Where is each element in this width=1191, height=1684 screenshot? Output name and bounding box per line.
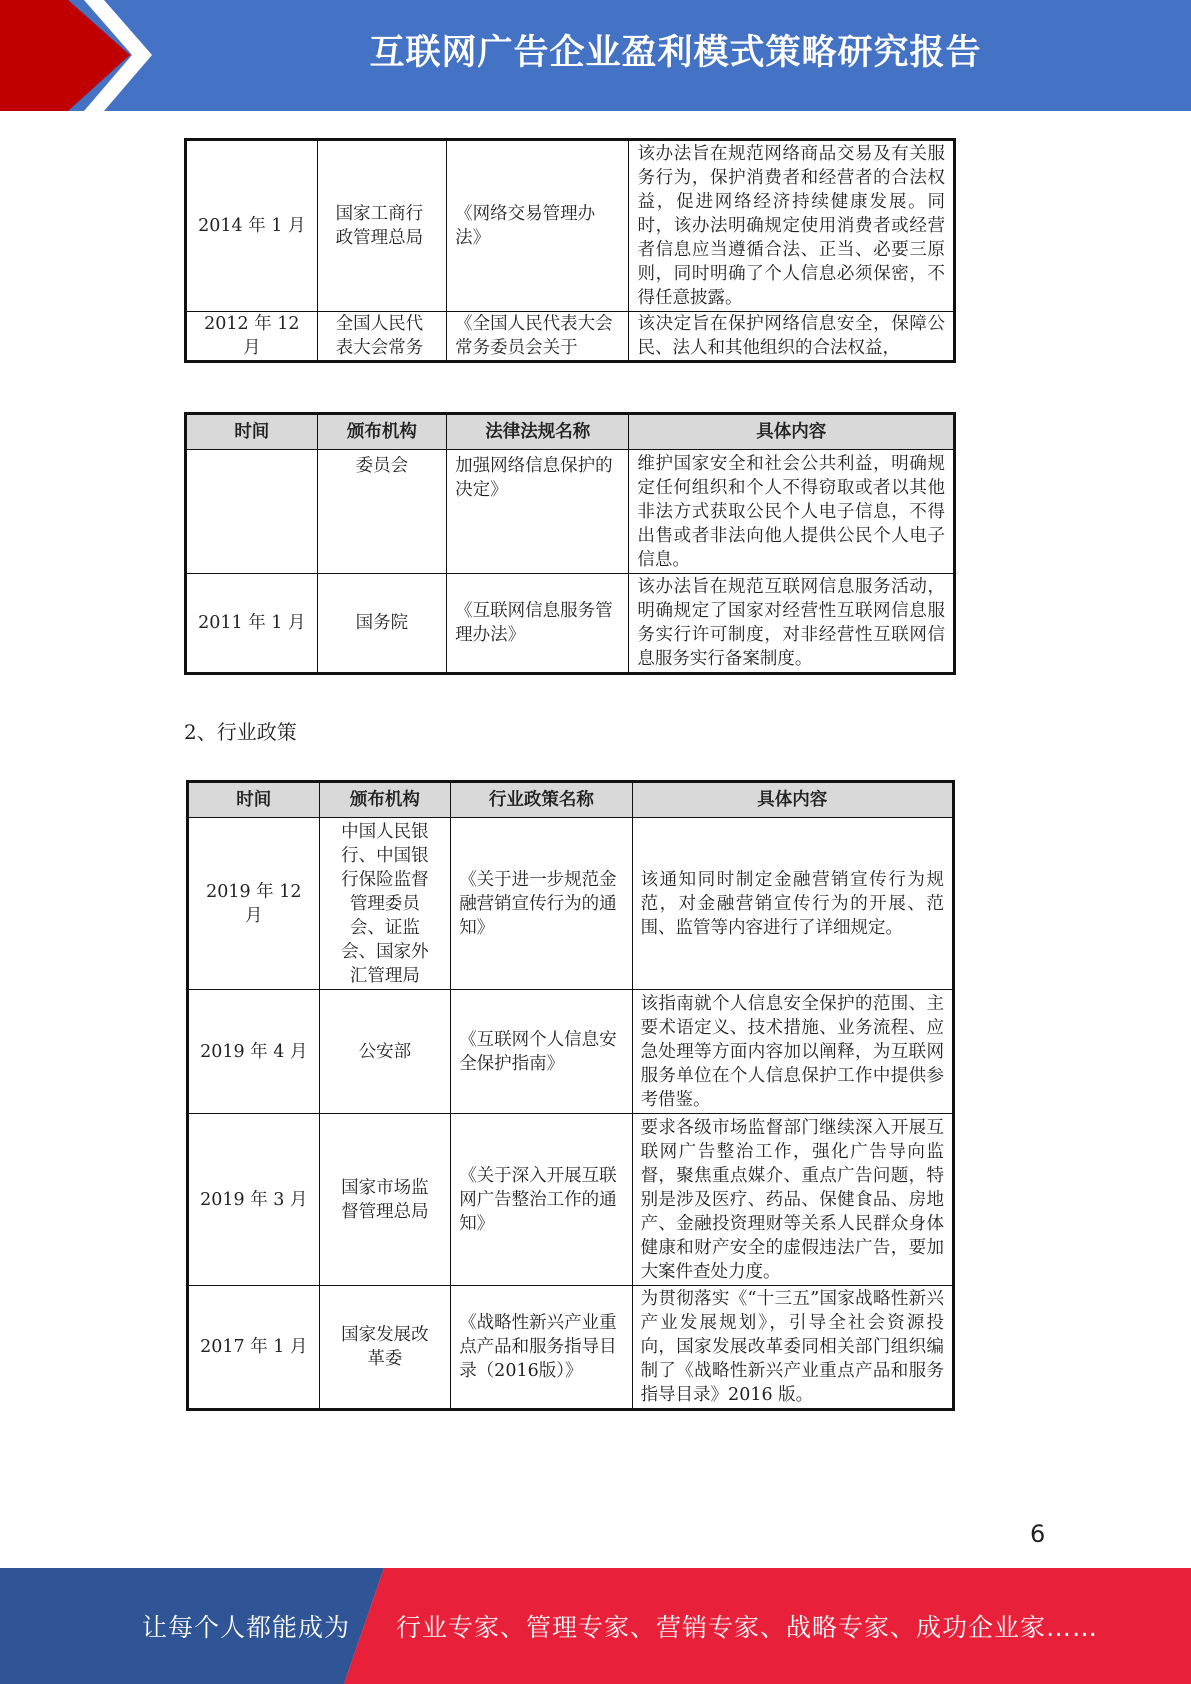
industry-policy-table	[186, 780, 955, 1411]
cell-content: 该指南就个人信息安全保护的范围、主要术语定义、技术措施、业务流程、应急处理等方面内容加以阐释，为互联网服务单位在个人信息保护工作中提供参考借鉴。	[632, 990, 953, 1114]
cell-agency: 国家发展改革委	[319, 1286, 451, 1410]
header-time: 时间	[186, 414, 318, 450]
cell-time: 2011 年 1 月	[186, 574, 318, 674]
table-header-row	[186, 414, 955, 450]
table-header-row	[188, 782, 954, 818]
footer-banner	[0, 1568, 1191, 1684]
cell-content: 该办法旨在规范网络商品交易及有关服务行为，保护消费者和经营者的合法权益，促进网络经济持续健康发展。同时，该办法明确规定使用消费者或经营者信息应当遵循合法、正当、必要三原则，同时明确了个人信息必须保密，不得任意披露。	[629, 140, 955, 312]
cell-agency: 公安部	[319, 990, 451, 1114]
cell-agency: 国家工商行政管理总局	[317, 140, 447, 312]
table-row	[188, 818, 954, 990]
cell-time: 2012 年 12 月	[186, 312, 318, 362]
cell-agency: 国务院	[317, 574, 446, 674]
cell-name: 《全国人民代表大会常务委员会关于	[447, 312, 629, 362]
section-heading: 2、行业政策	[184, 720, 297, 744]
footer-slogan-left: 让每个人都能成为	[142, 1613, 351, 1642]
cell-name: 《互联网个人信息安全保护指南》	[451, 990, 632, 1114]
cell-name: 《互联网信息服务管理办法》	[447, 574, 629, 674]
cell-content: 该办法旨在规范互联网信息服务活动，明确规定了国家对经营性互联网信息服务实行许可制度，对非经营性互联网信息服务实行备案制度。	[629, 574, 955, 674]
page-number: 6	[1030, 1520, 1046, 1548]
cell-name: 《关于深入开展互联网广告整治工作的通知》	[451, 1114, 632, 1286]
regulation-table-continued	[184, 138, 956, 363]
cell-name: 《关于进一步规范金融营销宣传行为的通知》	[451, 818, 632, 990]
cell-content: 维护国家安全和社会公共利益，明确规定任何组织和个人不得窃取或者以其他非法方式获取公民个人电子信息，不得出售或者非法向他人提供公民个人电子信息。	[629, 450, 955, 574]
report-title: 互联网广告企业盈利模式策略研究报告	[369, 33, 982, 73]
cell-name: 加强网络信息保护的决定》	[447, 450, 629, 574]
cell-agency: 全国人民代表大会常务	[317, 312, 447, 362]
footer-slogan-right: 行业专家、管理专家、营销专家、战略专家、成功企业家……	[396, 1613, 1099, 1642]
header-content: 具体内容	[629, 414, 955, 450]
header-content: 具体内容	[632, 782, 953, 818]
header-banner	[0, 0, 1191, 111]
header-agency: 颁布机构	[319, 782, 451, 818]
cell-time: 2014 年 1 月	[186, 140, 318, 312]
header-time: 时间	[188, 782, 320, 818]
cell-time: 2017 年 1 月	[188, 1286, 320, 1410]
cell-content: 要求各级市场监督部门继续深入开展互联网广告整治工作，强化广告导向监督，聚焦重点媒介、重点广告问题，特别是涉及医疗、药品、保健食品、房地产、金融投资理财等关系人民群众身体健康和财产安全的虚假违法广告，要加大案件查处力度。	[632, 1114, 953, 1286]
cell-agency: 委员会	[317, 450, 446, 574]
cell-time: 2019 年 12 月	[188, 818, 320, 990]
cell-content: 为贯彻落实《“十三五”国家战略性新兴产业发展规划》，引导全社会资源投向，国家发展改革委同相关部门组织编制了《战略性新兴产业重点产品和服务指导目录》2016 版。	[632, 1286, 953, 1410]
header-name: 法律法规名称	[447, 414, 629, 450]
cell-name: 《战略性新兴产业重点产品和服务指导目录（2016版）》	[451, 1286, 632, 1410]
table-row	[186, 312, 955, 362]
table-row	[188, 1286, 954, 1410]
cell-name: 《网络交易管理办法》	[447, 140, 629, 312]
header-policy-name: 行业政策名称	[451, 782, 632, 818]
cell-content: 该通知同时制定金融营销宣传行为规范，对金融营销宣传行为的开展、范围、监管等内容进行了详细规定。	[632, 818, 953, 990]
table-row	[188, 1114, 954, 1286]
table-row	[186, 450, 955, 574]
cell-agency: 中国人民银行、中国银行保险监督管理委员会、证监会、国家外汇管理局	[319, 818, 451, 990]
table-row	[186, 574, 955, 674]
cell-time: 2019 年 4 月	[188, 990, 320, 1114]
cell-time: 2019 年 3 月	[188, 1114, 320, 1286]
red-chevron-decoration	[0, 0, 160, 111]
regulation-table	[184, 412, 956, 675]
cell-content: 该决定旨在保护网络信息安全，保障公民、法人和其他组织的合法权益，	[629, 312, 955, 362]
header-agency: 颁布机构	[317, 414, 446, 450]
table-row	[186, 140, 955, 312]
table-row	[188, 990, 954, 1114]
cell-agency: 国家市场监督管理总局	[319, 1114, 451, 1286]
cell-time	[186, 450, 318, 574]
